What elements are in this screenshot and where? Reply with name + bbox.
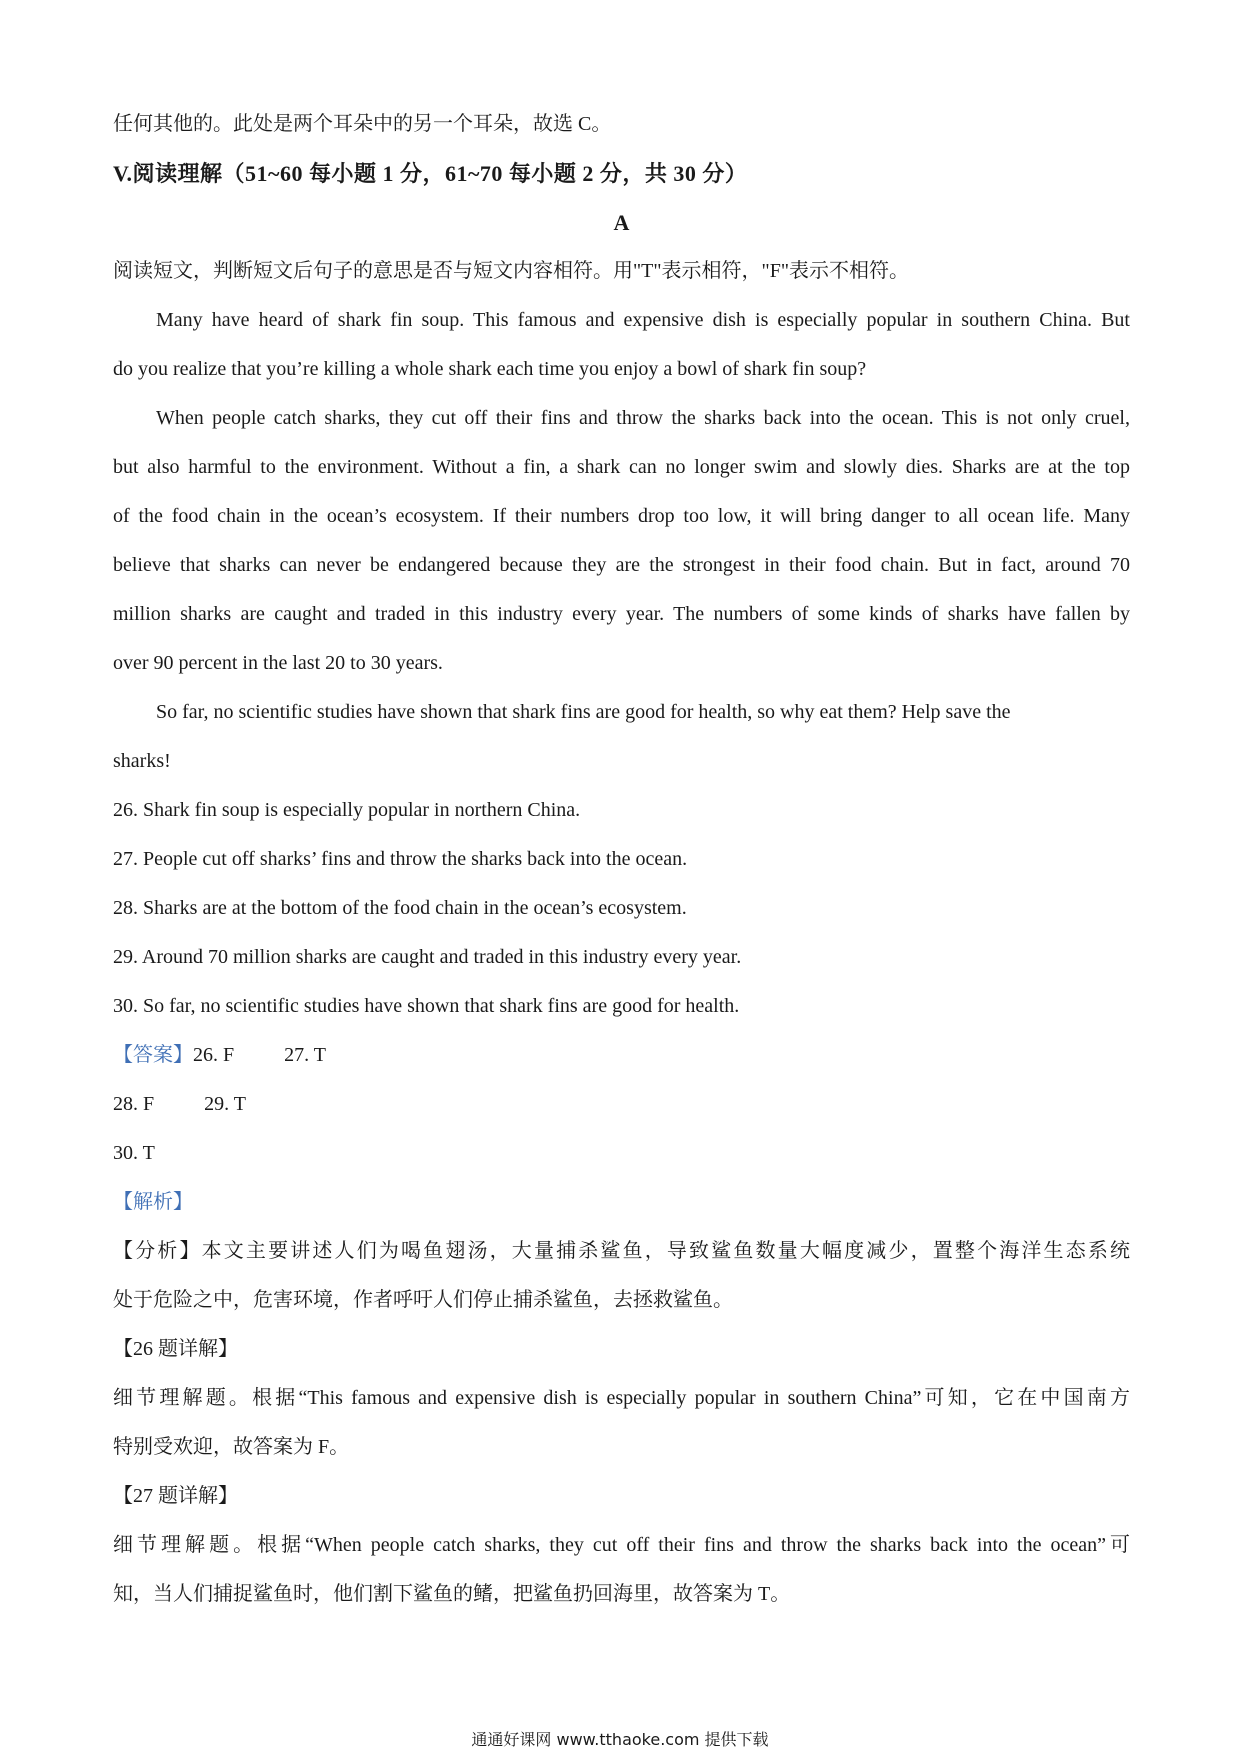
- answer-26: 26. F: [193, 1044, 235, 1066]
- passage-line: do you realize that you’re killing a whole shark each time you enjoy a bowl of shark fin soup?: [113, 358, 867, 380]
- answer-label: 【答案】: [113, 1044, 193, 1066]
- passage-line: of the food chain in the ocean’s ecosystem. If their numbers drop too low, it will bring danger to all ocean life. Many: [113, 505, 1130, 527]
- summary-label: 【分析】: [113, 1240, 202, 1262]
- answer-line-1: [113, 1031, 1130, 1080]
- answer-28: 28. F: [113, 1093, 155, 1115]
- statement-item: 29. Around 70 million sharks are caught and traded in this industry every year.: [113, 946, 742, 968]
- passage-line: over 90 percent in the last 20 to 30 years.: [113, 652, 443, 674]
- statement-item: 26. Shark fin soup is especially popular in northern China.: [113, 799, 581, 821]
- section-heading: V.阅读理解（51~60 每小题 1 分，61~70 每小题 2 分，共 30 分）: [113, 161, 748, 186]
- q26-line: 特别受欢迎，故答案为 F。: [113, 1436, 350, 1458]
- passage-line: Many have heard of shark fin soup. This famous and expensive dish is especially popular in southern China. But: [156, 309, 1130, 331]
- q27-line: 细节理解题。根据“When people catch sharks, they cut off their fins and throw the sharks back into the ocean”可: [113, 1534, 1130, 1556]
- page-footer: 通通好课网 www.tthaoke.com 提供下载: [471, 1730, 769, 1749]
- answer-line-2: [113, 1080, 1130, 1129]
- analysis-label: 【解析】: [113, 1191, 193, 1213]
- summary-text: 本文主要讲述人们为喝鱼翅汤，大量捕杀鲨鱼，导致鲨鱼数量大幅度减少，置整个海洋生态系统: [201, 1240, 1131, 1262]
- statement-item: 27. People cut off sharks’ fins and throw the sharks back into the ocean.: [113, 848, 688, 870]
- statement-item: 28. Sharks are at the bottom of the food chain in the ocean’s ecosystem.: [113, 897, 687, 919]
- summary-line: 处于危险之中，危害环境，作者呼吁人们停止捕杀鲨鱼，去拯救鲨鱼。: [113, 1289, 733, 1311]
- answer-30: 30. T: [113, 1142, 155, 1164]
- q26-line: 细节理解题。根据“This famous and expensive dish is especially popular in southern China”可知，它在中国南方: [113, 1387, 1130, 1409]
- passage-line: So far, no scientific studies have shown that shark fins are good for health, so why eat them? Help save the: [156, 701, 1011, 723]
- passage: [113, 296, 1130, 786]
- answer-29: 29. T: [204, 1093, 246, 1115]
- statement-list: [113, 786, 1130, 1031]
- summary-line: [113, 1227, 1130, 1276]
- passage-line: million sharks are caught and traded in this industry every year. The numbers of some kinds of sharks have fallen by: [113, 603, 1130, 625]
- instructions: 阅读短文，判断短文后句子的意思是否与短文内容相符。用"T"表示相符，"F"表示不相符。: [113, 260, 909, 282]
- passage-line: believe that sharks can never be endangered because they are the strongest in their food chain. But in fact, around 70: [113, 554, 1130, 576]
- passage-line: When people catch sharks, they cut off their fins and throw the sharks back into the ocean. This is not only cruel,: [156, 407, 1130, 429]
- q27-line: 知，当人们捕捉鲨鱼时，他们割下鲨鱼的鳍，把鲨鱼扔回海里，故答案为 T。: [113, 1583, 791, 1605]
- answer-line-3: [113, 1129, 1130, 1178]
- intro-line: 任何其他的。此处是两个耳朵中的另一个耳朵，故选 C。: [113, 113, 612, 135]
- part-label: A: [613, 210, 630, 235]
- q27-label: 【27 题详解】: [113, 1485, 238, 1507]
- passage-line: sharks!: [113, 750, 171, 772]
- answer-27: 27. T: [284, 1044, 326, 1066]
- passage-line: but also harmful to the environment. Without a fin, a shark can no longer swim and slowly dies. Sharks are at the top: [113, 456, 1130, 478]
- statement-item: 30. So far, no scientific studies have shown that shark fins are good for health.: [113, 995, 740, 1017]
- document-page: [113, 100, 1130, 1619]
- q26-label: 【26 题详解】: [113, 1338, 238, 1360]
